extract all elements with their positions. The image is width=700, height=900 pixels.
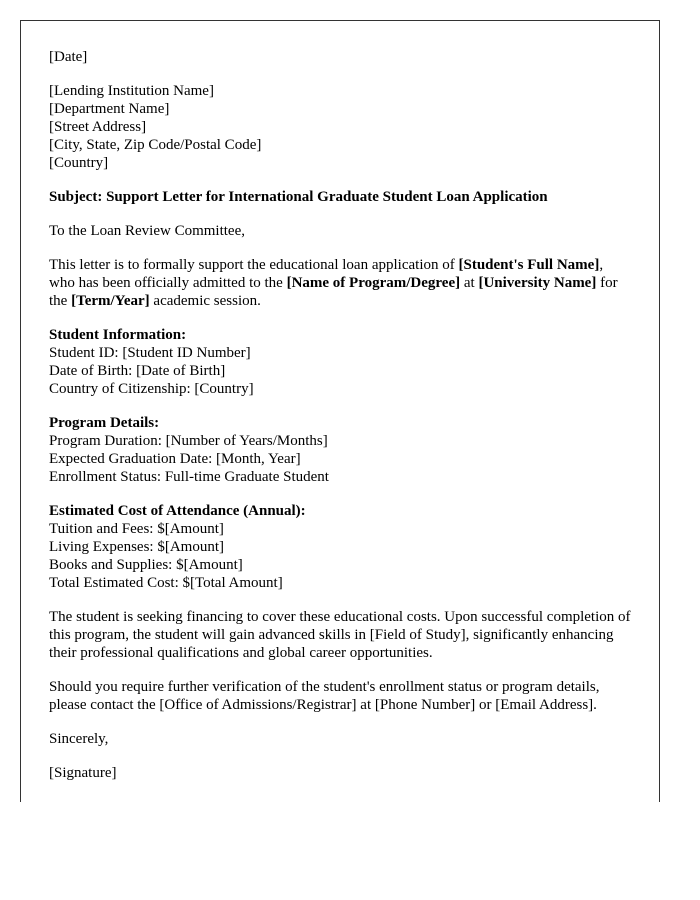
subject-line: Subject: Support Letter for International Graduate Student Loan Application bbox=[49, 189, 548, 205]
recipient-line: [Department Name] bbox=[49, 101, 170, 117]
salutation: To the Loan Review Committee, bbox=[49, 223, 245, 239]
info-line: Enrollment Status: Full-time Graduate Student bbox=[49, 469, 329, 485]
info-line: Student ID: [Student ID Number] bbox=[49, 345, 251, 361]
program-placeholder: [Name of Program/Degree] bbox=[286, 275, 461, 291]
section-heading: Student Information: bbox=[49, 327, 187, 343]
date: [Date] bbox=[49, 49, 88, 65]
contact-paragraph: Should you require further verification of the student's enrollment status or program details, please contact the [Office of Admissions/Registrar] at [Phone Number] or [Email Address]. bbox=[49, 679, 600, 713]
letter-page bbox=[20, 20, 660, 802]
program-details-section bbox=[49, 414, 631, 486]
section-heading: Program Details: bbox=[49, 415, 160, 431]
student-information-section bbox=[49, 326, 631, 398]
intro-text: for the bbox=[49, 275, 618, 309]
closing: Sincerely, bbox=[49, 731, 109, 747]
info-line: Books and Supplies: $[Amount] bbox=[49, 557, 243, 573]
signature: [Signature] bbox=[49, 765, 117, 781]
recipient-address bbox=[49, 82, 631, 172]
info-line: Tuition and Fees: $[Amount] bbox=[49, 521, 224, 537]
term-placeholder: [Term/Year] bbox=[71, 293, 150, 309]
recipient-line: [Country] bbox=[49, 155, 109, 171]
financing-paragraph: The student is seeking financing to cover these educational costs. Upon successful completion of this program, the student will gain advanced skills in [Field of Study], significantly enhancing their professional qualifications and global career opportunities. bbox=[49, 609, 631, 661]
intro-paragraph bbox=[49, 256, 631, 310]
cost-section bbox=[49, 502, 631, 592]
info-line: Date of Birth: [Date of Birth] bbox=[49, 363, 226, 379]
student-name-placeholder: [Student's Full Name] bbox=[458, 257, 600, 273]
recipient-line: [Street Address] bbox=[49, 119, 147, 135]
info-line: Program Duration: [Number of Years/Months] bbox=[49, 433, 328, 449]
recipient-line: [City, State, Zip Code/Postal Code] bbox=[49, 137, 262, 153]
info-line: Total Estimated Cost: $[Total Amount] bbox=[49, 575, 283, 591]
info-line: Living Expenses: $[Amount] bbox=[49, 539, 224, 555]
section-heading: Estimated Cost of Attendance (Annual): bbox=[49, 503, 306, 519]
intro-text: , who has been officially admitted to the bbox=[49, 257, 604, 291]
intro-text: academic session. bbox=[149, 293, 261, 309]
intro-text: at bbox=[460, 275, 479, 291]
recipient-line: [Lending Institution Name] bbox=[49, 83, 214, 99]
intro-text: This letter is to formally support the educational loan application of bbox=[49, 257, 459, 273]
university-placeholder: [University Name] bbox=[478, 275, 597, 291]
info-line: Expected Graduation Date: [Month, Year] bbox=[49, 451, 301, 467]
info-line: Country of Citizenship: [Country] bbox=[49, 381, 254, 397]
